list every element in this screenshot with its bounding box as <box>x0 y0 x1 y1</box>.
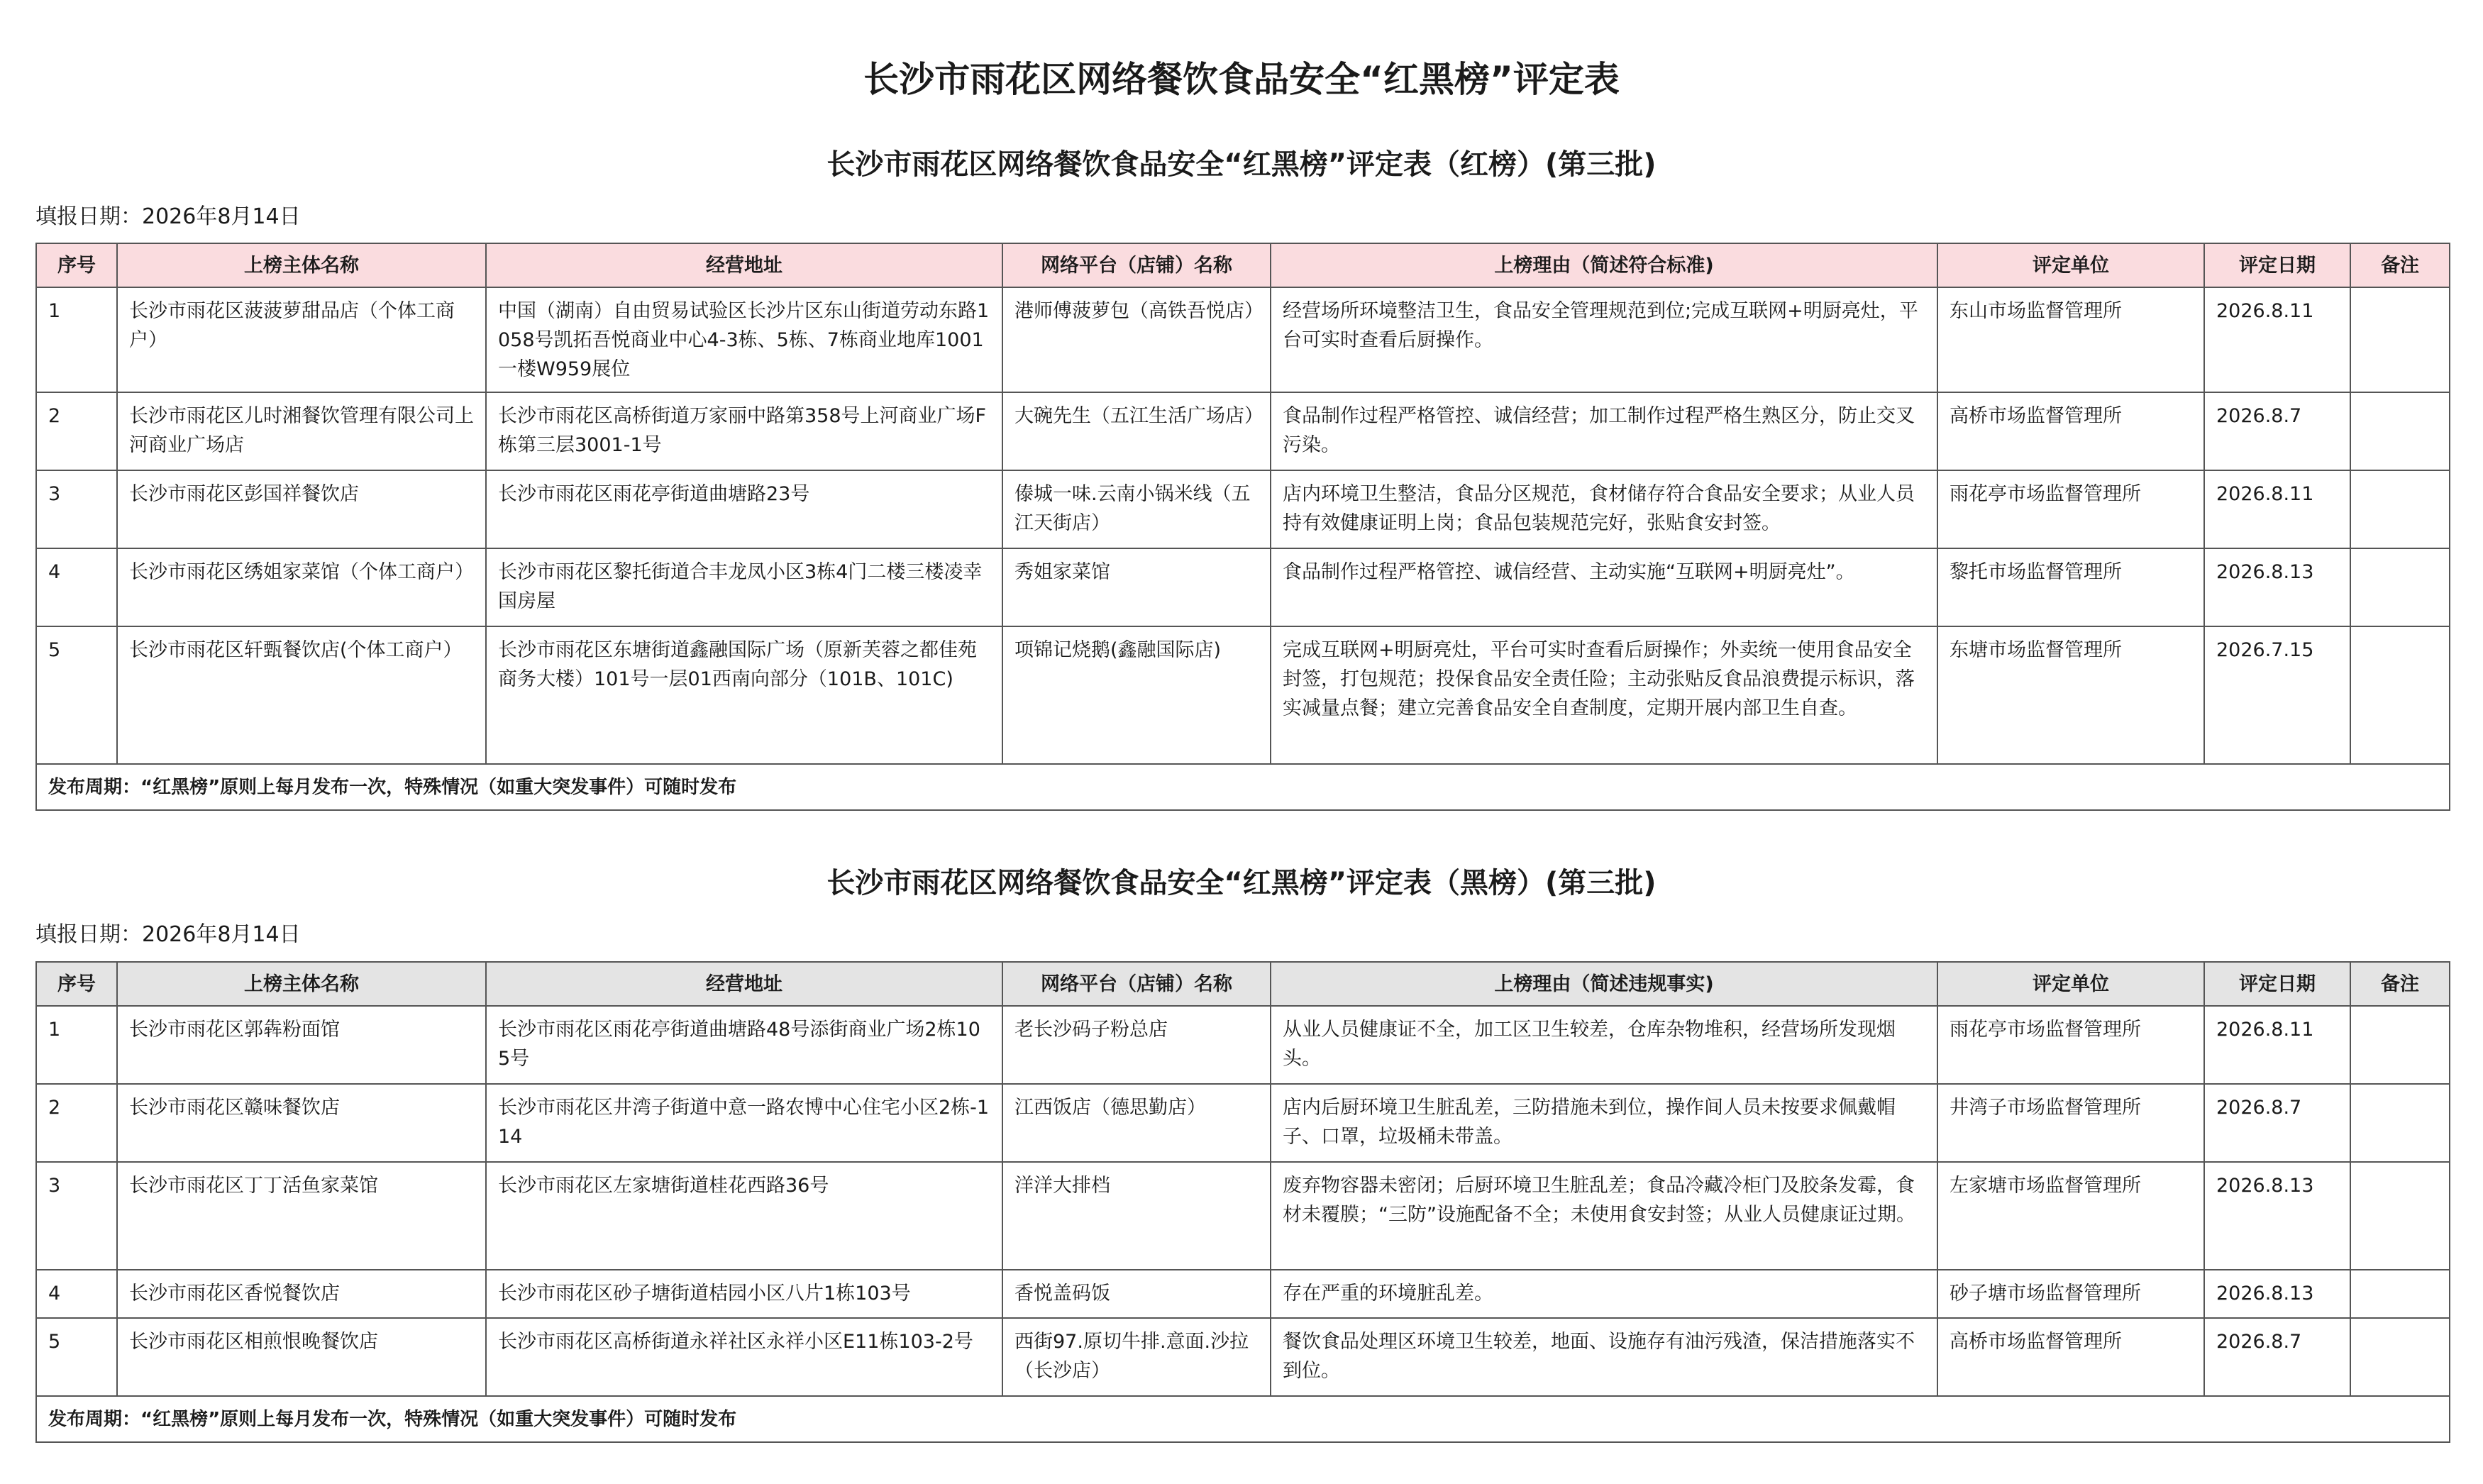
cell-note <box>2350 1006 2450 1084</box>
cell-address: 长沙市雨花区砂子塘街道桔园小区八片1栋103号 <box>486 1270 1002 1318</box>
cell-address: 长沙市雨花区黎托街道合丰龙凤小区3栋4门二楼三楼凌幸国房屋 <box>486 548 1002 626</box>
cell-date: 2026.8.13 <box>2204 548 2350 626</box>
cell-reason: 食品制作过程严格管控、诚信经营、主动实施“互联网+明厨亮灶”。 <box>1271 548 1937 626</box>
cell-note <box>2350 392 2450 470</box>
cell-note <box>2350 1162 2450 1270</box>
cell-unit: 井湾子市场监督管理所 <box>1937 1084 2204 1162</box>
cell-reason: 完成互联网+明厨亮灶，平台可实时查看后厨操作；外卖统一使用食品安全封签，打包规范；投保食品安全责任险；主动张贴反食品浪费提示标识，落实减量点餐；建立完善食品安全自查制度，定期开展内部卫生自查。 <box>1271 626 1937 764</box>
cell-platform: 傣城一味.云南小锅米线（五江天街店） <box>1002 470 1271 548</box>
table-row <box>36 392 2450 470</box>
cell-address: 长沙市雨花区雨花亭街道曲塘路48号添街商业广场2栋105号 <box>486 1006 1002 1084</box>
cell-no: 2 <box>36 1084 117 1162</box>
black-footer-row <box>36 1396 2450 1442</box>
red-list-table <box>35 243 2450 811</box>
cell-reason: 店内后厨环境卫生脏乱差，三防措施未到位，操作间人员未按要求佩戴帽子、口罩，垃圾桶未带盖。 <box>1271 1084 1937 1162</box>
cell-name: 长沙市雨花区香悦餐饮店 <box>117 1270 486 1318</box>
table-row <box>36 287 2450 392</box>
header-no: 序号 <box>36 962 117 1006</box>
cell-platform: 西街97.原切牛排.意面.沙拉（长沙店） <box>1002 1318 1271 1396</box>
header-date: 评定日期 <box>2204 243 2350 287</box>
cell-date: 2026.8.13 <box>2204 1270 2350 1318</box>
cell-address: 长沙市雨花区井湾子街道中意一路农博中心住宅小区2栋-114 <box>486 1084 1002 1162</box>
black-header-row <box>36 962 2450 1006</box>
publish-cycle-note: 发布周期：“红黑榜”原则上每月发布一次，特殊情况（如重大突发事件）可随时发布 <box>36 1396 2450 1442</box>
cell-unit: 黎托市场监督管理所 <box>1937 548 2204 626</box>
cell-platform: 老长沙码子粉总店 <box>1002 1006 1271 1084</box>
header-platform: 网络平台（店铺）名称 <box>1002 962 1271 1006</box>
table-row <box>36 1318 2450 1396</box>
cell-date: 2026.8.13 <box>2204 1162 2350 1270</box>
red-fill-date: 填报日期：2026年8月14日 <box>35 204 301 229</box>
cell-note <box>2350 287 2450 392</box>
cell-unit: 雨花亭市场监督管理所 <box>1937 1006 2204 1084</box>
table-row <box>36 1084 2450 1162</box>
cell-reason: 店内环境卫生整洁，食品分区规范，食材储存符合食品安全要求；从业人员持有效健康证明上岗；食品包装规范完好，张贴食安封签。 <box>1271 470 1937 548</box>
table-row <box>36 626 2450 764</box>
cell-date: 2026.8.11 <box>2204 287 2350 392</box>
header-reason: 上榜理由（简述违规事实) <box>1271 962 1937 1006</box>
cell-name: 长沙市雨花区轩甄餐饮店(个体工商户） <box>117 626 486 764</box>
header-address: 经营地址 <box>486 962 1002 1006</box>
cell-platform: 秀姐家菜馆 <box>1002 548 1271 626</box>
cell-name: 长沙市雨花区菠菠萝甜品店（个体工商户） <box>117 287 486 392</box>
page-title: 长沙市雨花区网络餐饮食品安全“红黑榜”评定表 <box>863 59 1620 100</box>
cell-no: 3 <box>36 1162 117 1270</box>
cell-name: 长沙市雨花区绣姐家菜馆（个体工商户） <box>117 548 486 626</box>
cell-name: 长沙市雨花区赣味餐饮店 <box>117 1084 486 1162</box>
cell-unit: 高桥市场监督管理所 <box>1937 1318 2204 1396</box>
cell-date: 2026.8.11 <box>2204 470 2350 548</box>
cell-name: 长沙市雨花区郭犇粉面馆 <box>117 1006 486 1084</box>
cell-note <box>2350 1270 2450 1318</box>
cell-note <box>2350 470 2450 548</box>
cell-address: 长沙市雨花区雨花亭街道曲塘路23号 <box>486 470 1002 548</box>
cell-name: 长沙市雨花区彭国祥餐饮店 <box>117 470 486 548</box>
cell-name: 长沙市雨花区相煎恨晚餐饮店 <box>117 1318 486 1396</box>
cell-unit: 东山市场监督管理所 <box>1937 287 2204 392</box>
red-list-title: 长沙市雨花区网络餐饮食品安全“红黑榜”评定表（红榜）(第三批) <box>826 148 1657 181</box>
cell-date: 2026.8.11 <box>2204 1006 2350 1084</box>
cell-reason: 存在严重的环境脏乱差。 <box>1271 1270 1937 1318</box>
cell-address: 长沙市雨花区东塘街道鑫融国际广场（原新芙蓉之都佳苑商务大楼）101号一层01西南向部分（101B、101C) <box>486 626 1002 764</box>
black-list-title: 长沙市雨花区网络餐饮食品安全“红黑榜”评定表（黑榜）(第三批) <box>826 867 1657 899</box>
cell-platform: 洋洋大排档 <box>1002 1162 1271 1270</box>
black-fill-date: 填报日期：2026年8月14日 <box>35 922 301 947</box>
cell-unit: 砂子塘市场监督管理所 <box>1937 1270 2204 1318</box>
header-date: 评定日期 <box>2204 962 2350 1006</box>
cell-no: 4 <box>36 1270 117 1318</box>
cell-no: 3 <box>36 470 117 548</box>
header-note: 备注 <box>2350 962 2450 1006</box>
cell-name: 长沙市雨花区丁丁活鱼家菜馆 <box>117 1162 486 1270</box>
header-platform: 网络平台（店铺）名称 <box>1002 243 1271 287</box>
cell-date: 2026.8.7 <box>2204 392 2350 470</box>
cell-unit: 雨花亭市场监督管理所 <box>1937 470 2204 548</box>
header-name: 上榜主体名称 <box>117 962 486 1006</box>
cell-name: 长沙市雨花区儿时湘餐饮管理有限公司上河商业广场店 <box>117 392 486 470</box>
cell-reason: 食品制作过程严格管控、诚信经营；加工制作过程严格生熟区分，防止交叉污染。 <box>1271 392 1937 470</box>
cell-unit: 高桥市场监督管理所 <box>1937 392 2204 470</box>
cell-note <box>2350 548 2450 626</box>
table-row <box>36 548 2450 626</box>
cell-no: 4 <box>36 548 117 626</box>
header-name: 上榜主体名称 <box>117 243 486 287</box>
cell-date: 2026.7.15 <box>2204 626 2350 764</box>
black-list-table <box>35 961 2450 1443</box>
cell-date: 2026.8.7 <box>2204 1318 2350 1396</box>
header-no: 序号 <box>36 243 117 287</box>
cell-note <box>2350 1084 2450 1162</box>
cell-no: 2 <box>36 392 117 470</box>
cell-note <box>2350 1318 2450 1396</box>
cell-platform: 大碗先生（五江生活广场店） <box>1002 392 1271 470</box>
red-footer-row <box>36 764 2450 810</box>
header-unit: 评定单位 <box>1937 243 2204 287</box>
header-reason: 上榜理由（简述符合标准) <box>1271 243 1937 287</box>
cell-platform: 江西饭店（德思勤店） <box>1002 1084 1271 1162</box>
cell-address: 中国（湖南）自由贸易试验区长沙片区东山街道劳动东路1058号凯拓吾悦商业中心4-3栋、5栋、7栋商业地库1001一楼W959展位 <box>486 287 1002 392</box>
header-unit: 评定单位 <box>1937 962 2204 1006</box>
header-address: 经营地址 <box>486 243 1002 287</box>
cell-no: 1 <box>36 1006 117 1084</box>
cell-address: 长沙市雨花区高桥街道永祥社区永祥小区E11栋103-2号 <box>486 1318 1002 1396</box>
table-row <box>36 1006 2450 1084</box>
cell-note <box>2350 626 2450 764</box>
cell-reason: 废弃物容器未密闭；后厨环境卫生脏乱差；食品冷藏冷柜门及胶条发霉，食材未覆膜；“三防”设施配备不全；未使用食安封签；从业人员健康证过期。 <box>1271 1162 1937 1270</box>
cell-address: 长沙市雨花区高桥街道万家丽中路第358号上河商业广场F栋第三层3001-1号 <box>486 392 1002 470</box>
cell-reason: 餐饮食品处理区环境卫生较差，地面、设施存有油污残渣，保洁措施落实不到位。 <box>1271 1318 1937 1396</box>
cell-no: 5 <box>36 1318 117 1396</box>
cell-no: 5 <box>36 626 117 764</box>
table-row <box>36 1162 2450 1270</box>
publish-cycle-note: 发布周期：“红黑榜”原则上每月发布一次，特殊情况（如重大突发事件）可随时发布 <box>36 764 2450 810</box>
table-row <box>36 470 2450 548</box>
cell-reason: 从业人员健康证不全，加工区卫生较差，仓库杂物堆积，经营场所发现烟头。 <box>1271 1006 1937 1084</box>
red-header-row <box>36 243 2450 287</box>
cell-platform: 项锦记烧鹅(鑫融国际店) <box>1002 626 1271 764</box>
cell-no: 1 <box>36 287 117 392</box>
cell-platform: 港师傅菠萝包（高铁吾悦店） <box>1002 287 1271 392</box>
cell-address: 长沙市雨花区左家塘街道桂花西路36号 <box>486 1162 1002 1270</box>
cell-unit: 左家塘市场监督管理所 <box>1937 1162 2204 1270</box>
table-row <box>36 1270 2450 1318</box>
cell-platform: 香悦盖码饭 <box>1002 1270 1271 1318</box>
cell-reason: 经营场所环境整洁卫生，食品安全管理规范到位;完成互联网+明厨亮灶，平台可实时查看后厨操作。 <box>1271 287 1937 392</box>
header-note: 备注 <box>2350 243 2450 287</box>
cell-date: 2026.8.7 <box>2204 1084 2350 1162</box>
cell-unit: 东塘市场监督管理所 <box>1937 626 2204 764</box>
